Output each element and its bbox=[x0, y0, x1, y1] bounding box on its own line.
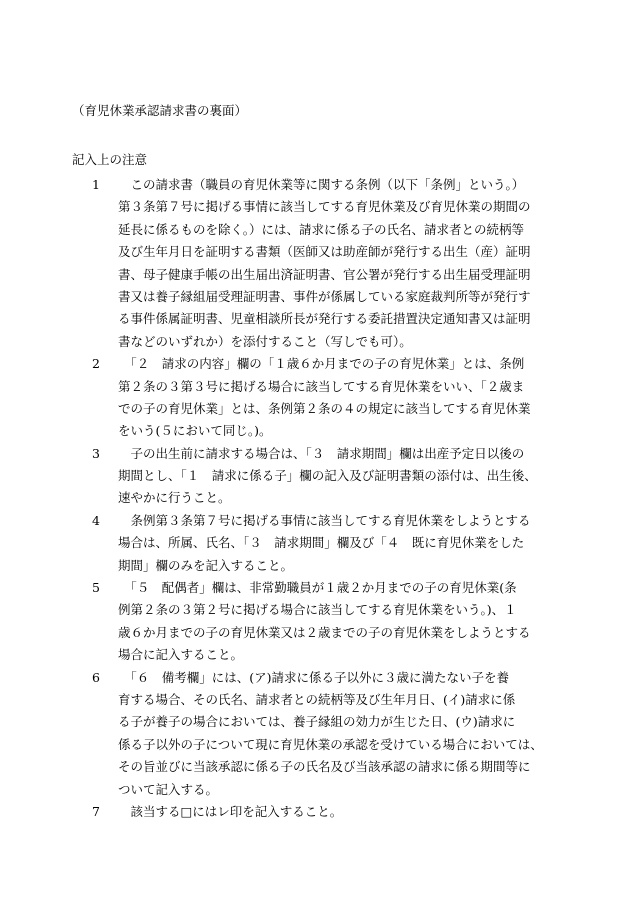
note-text bbox=[118, 801, 562, 823]
note-item-2 bbox=[92, 353, 562, 443]
note-number: 7 bbox=[92, 803, 100, 819]
note-line: 速やかに行うこと。 bbox=[118, 490, 231, 506]
note-line: 子の出生前に請求する場合は、「３ 請求期間」欄は出産予定日以後の bbox=[118, 445, 525, 461]
notes-list bbox=[92, 174, 562, 823]
note-item-4 bbox=[92, 510, 562, 577]
note-text bbox=[118, 667, 562, 801]
note-line: 「２ 請求の内容」欄の「１歳６か月までの子の育児休業」とは、条例 bbox=[118, 356, 525, 372]
page-heading: （育児休業承認請求書の裏面） bbox=[72, 103, 248, 118]
notes-title: 記入上の注意 bbox=[72, 152, 148, 167]
note-line: 該当する□にはレ印を記入すること。 bbox=[118, 803, 343, 819]
note-line: その旨並びに当該承認に係る子の氏名及び当該承認の請求に係る期間等に bbox=[118, 759, 531, 775]
note-text bbox=[118, 443, 562, 510]
note-text bbox=[118, 353, 562, 443]
note-line: この請求書（職員の育児休業等に関する条例（以下「条例」という。） bbox=[118, 177, 525, 192]
note-number: 6 bbox=[92, 669, 100, 685]
note-line: ついて記入する。 bbox=[118, 781, 219, 797]
note-number: 4 bbox=[92, 512, 100, 528]
note-line: 条例第３条第７号に掲げる事情に該当してする育児休業をしようとする bbox=[118, 512, 531, 528]
note-number: 5 bbox=[92, 580, 100, 596]
note-line: 例第２条の３第２号に掲げる場合に該当してする育児休業をいう。)、１ bbox=[118, 602, 517, 618]
note-number: 2 bbox=[92, 356, 100, 372]
note-item-7 bbox=[92, 801, 562, 823]
note-line: 書、母子健康手帳の出生届出済証明書、官公署が発行する出生届受理証明 bbox=[118, 266, 531, 282]
note-item-1 bbox=[92, 174, 562, 353]
note-line: での子の育児休業」とは、条例第２条の４の規定に該当してする育児休業 bbox=[118, 400, 531, 416]
note-line: 期間」欄のみを記入すること。 bbox=[118, 557, 294, 573]
note-line: 育する場合、その氏名、請求者との続柄等及び生年月日、(イ)請求に係 bbox=[118, 691, 516, 707]
note-number: 1 bbox=[92, 177, 100, 192]
note-line: をいう(５において同じ。)。 bbox=[118, 423, 272, 439]
note-line: 第２条の３第３号に掲げる場合に該当してする育児休業をいい、「２歳ま bbox=[118, 378, 525, 394]
note-line: 書又は養子縁組届受理証明書、事件が係属している家庭裁判所等が発行す bbox=[118, 288, 531, 304]
note-text bbox=[118, 577, 562, 667]
note-item-3 bbox=[92, 443, 562, 510]
note-text bbox=[118, 174, 562, 353]
note-line: 場合に記入すること。 bbox=[118, 647, 244, 663]
note-line: 「６ 備考欄」には、(ア)請求に係る子以外に３歳に満たない子を養 bbox=[118, 669, 510, 685]
note-line: 期間とし、「１ 請求に係る子」欄の記入及び証明書類の添付は、出生後、 bbox=[118, 468, 537, 484]
note-line: る子が養子の場合においては、養子縁組の効力が生じた日、(ウ)請求に bbox=[118, 714, 516, 730]
note-line: 書などのいずれか）を添付すること（写しでも可）。 bbox=[118, 333, 412, 349]
note-item-5 bbox=[92, 577, 562, 667]
note-line: 歳６か月までの子の育児休業又は２歳までの子の育児休業をしようとする bbox=[118, 624, 531, 640]
note-line: る事件係属証明書、児童相談所長が発行する委託措置決定通知書又は証明 bbox=[118, 311, 531, 327]
note-line: 及び生年月日を証明する書類（医師又は助産師が発行する出生（産）証明 bbox=[118, 244, 531, 260]
note-text bbox=[118, 510, 562, 577]
note-line: 第３条第７号に掲げる事情に該当してする育児休業及び育児休業の期間の bbox=[118, 199, 531, 215]
note-line: 「５ 配偶者」欄は、非常勤職員が１歳２か月までの子の育児休業(条 bbox=[118, 580, 517, 596]
note-number: 3 bbox=[92, 445, 100, 461]
note-line: 延長に係るものを除く。）には、請求に係る子の氏名、請求者との続柄等 bbox=[118, 221, 525, 237]
note-line: 係る子以外の子について現に育児休業の承認を受けている場合においては、 bbox=[118, 736, 543, 752]
note-item-6 bbox=[92, 667, 562, 801]
note-line: 場合は、所属、氏名、「３ 請求期間」欄及び「４ 既に育児休業をした bbox=[118, 535, 525, 551]
